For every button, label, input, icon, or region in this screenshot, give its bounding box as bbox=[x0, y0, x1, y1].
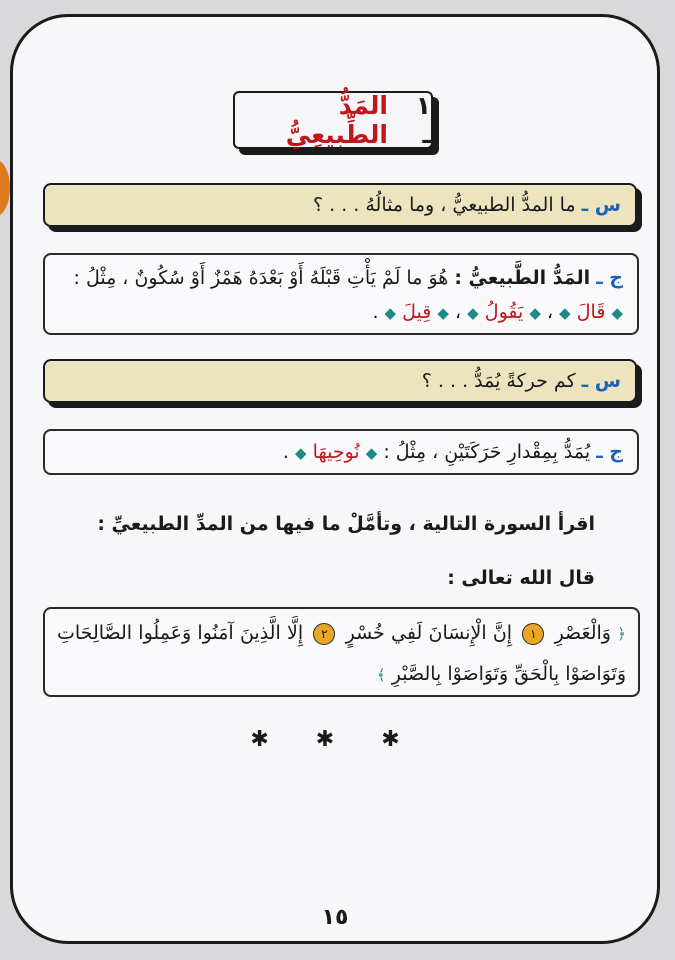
example-word: يَقُولُ bbox=[484, 301, 524, 323]
page-number: ١٥ bbox=[321, 905, 349, 930]
answer-box-2 bbox=[43, 429, 639, 475]
verse-part: وَالْعَصْرِ bbox=[554, 622, 611, 644]
question-text: كم حركةً يُمَدُّ . . . ؟ bbox=[421, 370, 576, 392]
verse-number-marker: ٢ bbox=[313, 623, 335, 645]
ornament-icon: ◆ bbox=[437, 304, 449, 322]
answer-lead: المَدُّ الطَّبيعيُّ : bbox=[454, 267, 591, 289]
separator: ، bbox=[546, 301, 554, 323]
lesson-title bbox=[233, 91, 433, 149]
instruction-text: اقرأ السورة التالية ، وتأمَّلْ ما فيها من المدِّ الطبيعيِّ : bbox=[97, 513, 595, 535]
example-word: قَالَ bbox=[576, 301, 606, 323]
question-prefix: س ـ bbox=[581, 370, 621, 392]
answer-prefix: ج ـ bbox=[596, 267, 623, 289]
answer-prefix: ج ـ bbox=[596, 441, 623, 463]
answer-text: هُوَ ما لَمْ يَأْتِ قَبْلَهُ أَوْ بَعْدَهُ هَمْزٌ أَوْ سُكُونٌ ، مِثْلُ : bbox=[73, 267, 449, 289]
page-edge-tab bbox=[0, 160, 10, 216]
ornament-bracket-close: ﴾ bbox=[376, 666, 386, 684]
ornament-icon: ◆ bbox=[559, 304, 571, 322]
example-word: نُوحِيهَا bbox=[312, 441, 360, 463]
ornament-icon: ◆ bbox=[529, 304, 541, 322]
separator: ، bbox=[454, 301, 462, 323]
lesson-number: ١ ـ bbox=[415, 91, 431, 149]
answer-box-1 bbox=[43, 253, 639, 335]
question-prefix: س ـ bbox=[581, 194, 621, 216]
ornament-bracket-open: ﴿ bbox=[617, 625, 626, 643]
ornament-icon: ◆ bbox=[384, 304, 397, 322]
verse-number-marker: ١ bbox=[522, 623, 544, 645]
sentence-end: . bbox=[282, 441, 289, 463]
verse-part: إِلَّا الَّذِينَ آمَنُوا وَعَمِلُوا الصَّالِحَاتِ وَتَوَاصَوْا بِالْحَقِّ وَتَوَاصَوْا بِالصَّبْرِ bbox=[57, 622, 626, 685]
answer-text: يُمَدُّ بِمِقْدارِ حَرَكَتَيْنِ ، مِثْلُ : bbox=[383, 441, 591, 463]
verse-intro: قال الله تعالى : bbox=[447, 567, 595, 589]
book-page bbox=[10, 14, 660, 944]
sentence-end: . bbox=[372, 301, 379, 323]
quran-verse-box bbox=[43, 607, 640, 697]
ornament-icon: ◆ bbox=[611, 304, 623, 322]
question-box-2 bbox=[43, 359, 637, 403]
ornament-icon: ◆ bbox=[294, 444, 307, 462]
section-divider-stars: ✱ ✱ ✱ bbox=[250, 727, 420, 752]
verse-part: إِنَّ الْإِنسَانَ لَفِي خُسْرٍ bbox=[345, 622, 513, 644]
lesson-title-text: المَدُّ الطِّبيعِيُّ bbox=[285, 91, 388, 149]
question-box-1 bbox=[43, 183, 637, 227]
ornament-icon: ◆ bbox=[365, 444, 378, 462]
question-text: ما المدُّ الطبيعيُّ ، وما مثالُهُ . . . ؟ bbox=[313, 194, 576, 216]
ornament-icon: ◆ bbox=[467, 304, 479, 322]
example-word: قِيلَ bbox=[402, 301, 432, 323]
